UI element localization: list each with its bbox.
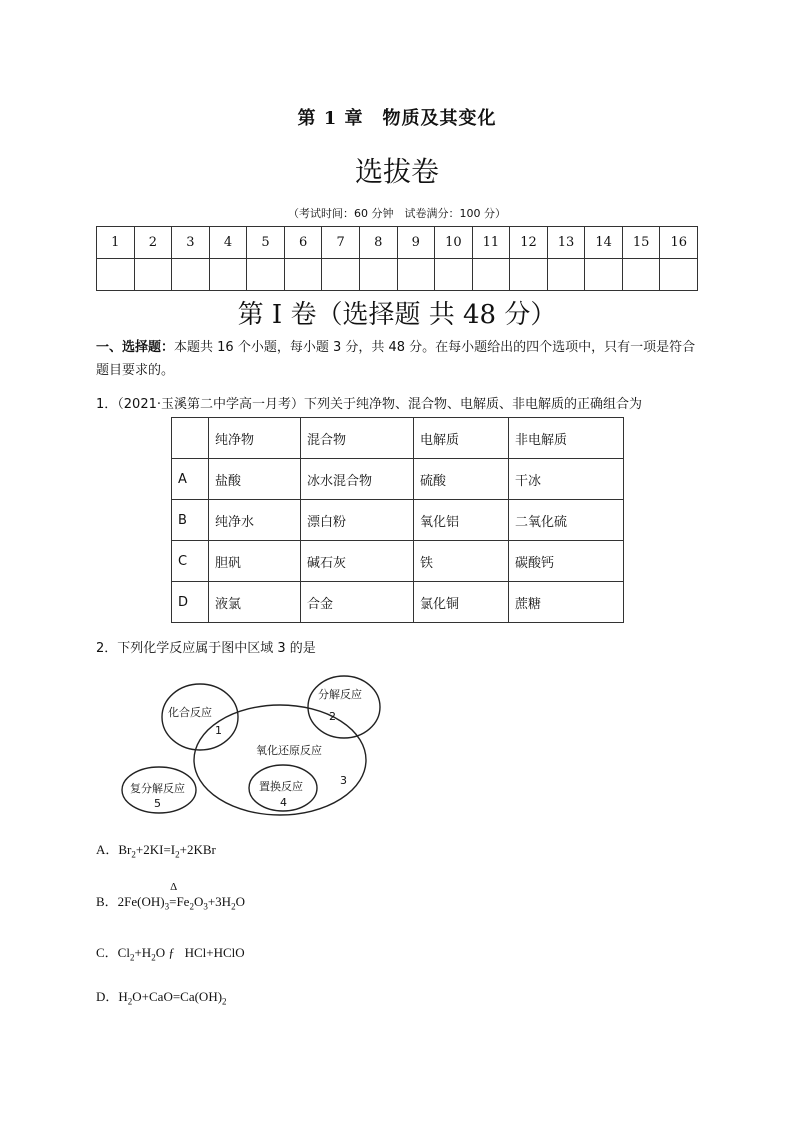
answer-cell[interactable]: [547, 259, 585, 291]
formula-part: O: [235, 894, 245, 909]
table-cell: 氧化铝: [414, 500, 509, 541]
answer-cell[interactable]: [660, 259, 698, 291]
formula-part: 2Fe(OH): [117, 894, 165, 909]
answer-cell[interactable]: [397, 259, 435, 291]
formula-part: O ƒ HCl+HClO: [155, 945, 245, 960]
answer-number: 16: [660, 227, 698, 259]
answer-blank-row: [97, 259, 698, 291]
table-cell: 蔗糖: [509, 582, 624, 623]
region-4-label: 4: [280, 796, 287, 809]
option-label: A．: [96, 842, 119, 857]
question-1-stem: 1．（2021·玉溪第二中学高一月考）下列关于纯净物、混合物、电解质、非电解质的正确组合为: [96, 397, 642, 412]
option-b[interactable]: [96, 881, 245, 912]
answer-number: 7: [322, 227, 360, 259]
table-cell: D: [172, 582, 209, 623]
table-cell: 氯化铜: [414, 582, 509, 623]
answer-cell[interactable]: [585, 259, 623, 291]
answer-cell[interactable]: [97, 259, 135, 291]
table-header: 非电解质: [509, 418, 624, 459]
table-row: [172, 459, 624, 500]
table-cell: 纯净水: [209, 500, 301, 541]
table-header: [172, 418, 209, 459]
answer-cell[interactable]: [134, 259, 172, 291]
decomposition-label: 分解反应: [318, 688, 362, 701]
answer-number: 10: [435, 227, 473, 259]
delta-symbol: Δ: [170, 881, 178, 893]
option-label: B．: [96, 894, 118, 909]
combination-label: 化合反应: [168, 706, 212, 719]
formula-sub: 2: [222, 996, 227, 1007]
answer-cell[interactable]: [510, 259, 548, 291]
table-row: [172, 500, 624, 541]
answer-cell[interactable]: [435, 259, 473, 291]
answer-number: 15: [622, 227, 660, 259]
formula-sub: 2: [175, 849, 180, 860]
table-cell: 二氧化硫: [509, 500, 624, 541]
formula-sub: 2: [127, 996, 133, 1007]
formula-sub: 2: [151, 952, 156, 963]
displacement-label: 置换反应: [259, 780, 303, 793]
formula-part: +2KBr: [179, 842, 216, 857]
formula-sub: 2: [231, 901, 236, 912]
answer-number: 5: [247, 227, 285, 259]
table-cell: 碳酸钙: [509, 541, 624, 582]
option-label: C．: [96, 945, 118, 960]
exam-meta: （考试时间：60 分钟 试卷满分：100 分）: [288, 207, 506, 220]
formula-part: Br: [118, 842, 132, 857]
decomposition-ellipse: [308, 676, 380, 738]
region-2-label: 2: [329, 710, 336, 723]
formula-part: H: [118, 989, 128, 1004]
formula-part: O: [193, 894, 204, 909]
section-text: 本题共 16 个小题，每小题 3 分，共 48 分。在每小题给出的四个选项中，只有一项是符合题目要求的。: [96, 340, 696, 378]
table-cell: 冰水混合物: [301, 459, 414, 500]
question-1-table: [171, 417, 624, 623]
answer-cell[interactable]: [247, 259, 285, 291]
table-header-row: [172, 418, 624, 459]
formula-part: Fe: [176, 894, 190, 909]
region-1-label: 1: [215, 724, 222, 737]
answer-sheet-table: [96, 226, 698, 291]
answer-cell[interactable]: [284, 259, 322, 291]
answer-cell[interactable]: [172, 259, 210, 291]
option-c[interactable]: [96, 942, 245, 963]
answer-number: 3: [172, 227, 210, 259]
region-3-label: 3: [340, 774, 347, 787]
table-cell: A: [172, 459, 209, 500]
formula-part: O+CaO=Ca(OH): [132, 989, 223, 1004]
answer-cell[interactable]: [622, 259, 660, 291]
table-cell: B: [172, 500, 209, 541]
formula-part: +H: [134, 945, 152, 960]
table-cell: 合金: [301, 582, 414, 623]
formula-sub: 3: [164, 901, 170, 912]
table-row: [172, 582, 624, 623]
table-row: [172, 541, 624, 582]
table-header: 电解质: [414, 418, 509, 459]
answer-number: 9: [397, 227, 435, 259]
answer-number: 11: [472, 227, 510, 259]
option-label: D．: [96, 989, 119, 1004]
table-cell: 胆矾: [209, 541, 301, 582]
answer-cell[interactable]: [359, 259, 397, 291]
answer-number: 13: [547, 227, 585, 259]
table-cell: 铁: [414, 541, 509, 582]
formula-sub: 2: [131, 849, 136, 860]
answer-number: 6: [284, 227, 322, 259]
formula-sub: 2: [189, 901, 194, 912]
table-header: 混合物: [301, 418, 414, 459]
answer-number: 12: [510, 227, 548, 259]
heat-equals-sign: [169, 881, 178, 910]
table-cell: 盐酸: [209, 459, 301, 500]
region-5-label: 5: [154, 797, 161, 810]
answer-cell[interactable]: [472, 259, 510, 291]
part-title: 第 I 卷（选择题 共 48 分）: [237, 300, 557, 330]
table-cell: 干冰: [509, 459, 624, 500]
answer-number: 14: [585, 227, 623, 259]
table-header: 纯净物: [209, 418, 301, 459]
table-cell: 碱石灰: [301, 541, 414, 582]
chapter-title: 第 1 章 物质及其变化: [297, 108, 497, 129]
table-cell: 漂白粉: [301, 500, 414, 541]
answer-cell[interactable]: [322, 259, 360, 291]
formula-part: Cl: [117, 945, 130, 960]
formula-sub: 3: [203, 901, 208, 912]
table-cell: 液氯: [209, 582, 301, 623]
answer-number: 4: [209, 227, 247, 259]
formula-part: +2KI=I: [135, 842, 176, 857]
double-decomposition-label: 复分解反应: [130, 782, 185, 795]
option-a[interactable]: [96, 839, 216, 860]
answer-number: 2: [134, 227, 172, 259]
answer-number: 8: [359, 227, 397, 259]
equals-sign: =: [169, 894, 177, 909]
formula-sub: 2: [129, 952, 135, 963]
reaction-venn-diagram: [112, 670, 412, 820]
question-2-stem: 2．下列化学反应属于图中区域 3 的是: [96, 641, 316, 656]
section-instructions: [96, 336, 706, 382]
redox-label: 氧化还原反应: [256, 744, 322, 757]
answer-number-row: [97, 227, 698, 259]
table-cell: 硫酸: [414, 459, 509, 500]
formula-part: +3H: [207, 894, 232, 909]
exam-subtitle: 选拔卷: [354, 155, 439, 188]
section-label: 一、选择题：: [96, 340, 175, 355]
answer-cell[interactable]: [209, 259, 247, 291]
table-cell: C: [172, 541, 209, 582]
option-d[interactable]: [96, 986, 227, 1007]
answer-number: 1: [97, 227, 135, 259]
